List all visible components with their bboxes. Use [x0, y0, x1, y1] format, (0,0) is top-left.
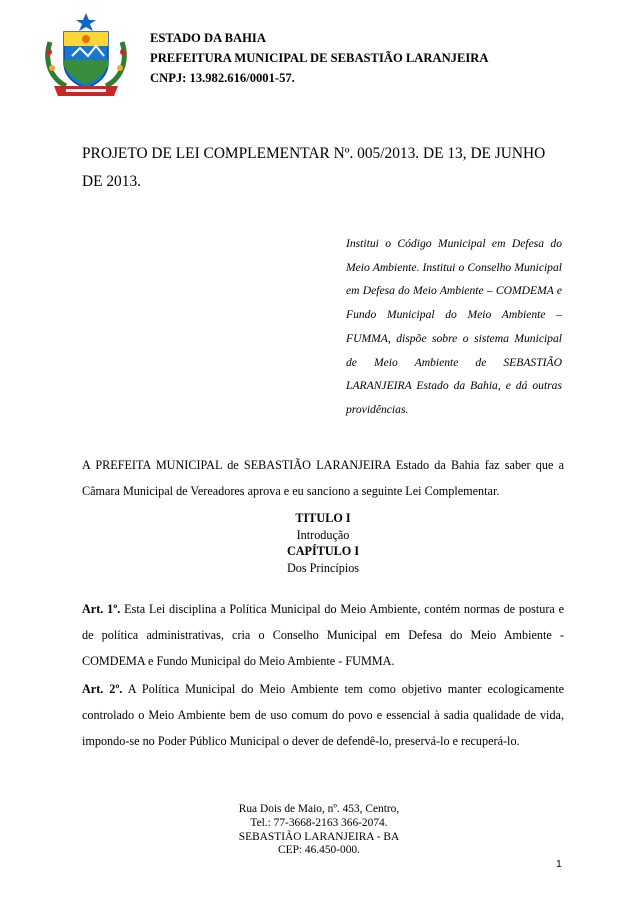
document-title: PROJETO DE LEI COMPLEMENTAR Nº. 005/2013. DE 13, DE JUNHO DE 2013.: [82, 145, 546, 190]
footer-street: Rua Dois de Maio, nº. 453, Centro,: [238, 803, 400, 815]
article-2-label: Art. 2º.: [82, 682, 123, 696]
article-1-text: Esta Lei disciplina a Política Municipal do Meio Ambiente, contém normas de postura e de política administrativas, cria o Conselho Municipal em Defesa do Meio Ambiente - COMDEMA e Fundo Municipal do Meio Ambiente - FUMMA.: [82, 602, 565, 668]
footer-cep: CEP: 46.450-000.: [278, 844, 360, 857]
state-name: ESTADO DA BAHIA: [150, 31, 266, 45]
article-2-text: A Política Municipal do Meio Ambiente tem como objetivo manter ecologicamente controlado o Meio Ambiente bem de uso comum do povo e essencial à sadia qualidade de vida, impondo-se no Poder Público Municipal o dever de defendê-lo, preservá-lo e recuperá-lo.: [82, 682, 565, 748]
preamble: A PREFEITA MUNICIPAL de SEBASTIÃO LARANJEIRA Estado da Bahia faz saber que a Câmara Municipal de Vereadores aprova e eu sanciono a seguinte Lei Complementar.: [82, 458, 564, 498]
article-1-label: Art. 1º.: [82, 602, 121, 616]
footer-city: SEBASTIÃO LARANJEIRA - BA: [238, 830, 400, 843]
letterhead: [150, 28, 488, 88]
titulo-heading: TITULO I: [295, 511, 351, 525]
municipal-crest: [40, 12, 132, 100]
article-2: [82, 676, 564, 754]
capitulo-heading: CAPÍTULO I: [286, 544, 360, 558]
cnpj: CNPJ: 13.982.616/0001-57.: [150, 71, 295, 85]
section-headings: [190, 510, 456, 576]
footer-phone: Tel.: 77-3668-2163 366-2074.: [250, 816, 388, 829]
capitulo-subheading: Dos Princípios: [286, 560, 360, 575]
coat-of-arms-icon: [40, 12, 132, 100]
page-number: 1: [556, 858, 562, 870]
address-footer: [200, 803, 438, 858]
article-1: [82, 596, 564, 674]
prefecture-name: PREFEITURA MUNICIPAL DE SEBASTIÃO LARANJEIRA: [150, 51, 489, 65]
titulo-subheading: Introdução: [296, 527, 350, 542]
ementa: Institui o Código Municipal em Defesa do Meio Ambiente. Institui o Conselho Municipal em Defesa do Meio Ambiente – COMDEMA e Fundo Municipal do Meio Ambiente – FUMMA, dispõe sobre o sistema Municipal de Meio Ambiente de SEBASTIÃO LARANJEIRA Estado da Bahia, e dá outras providências.: [346, 237, 562, 416]
